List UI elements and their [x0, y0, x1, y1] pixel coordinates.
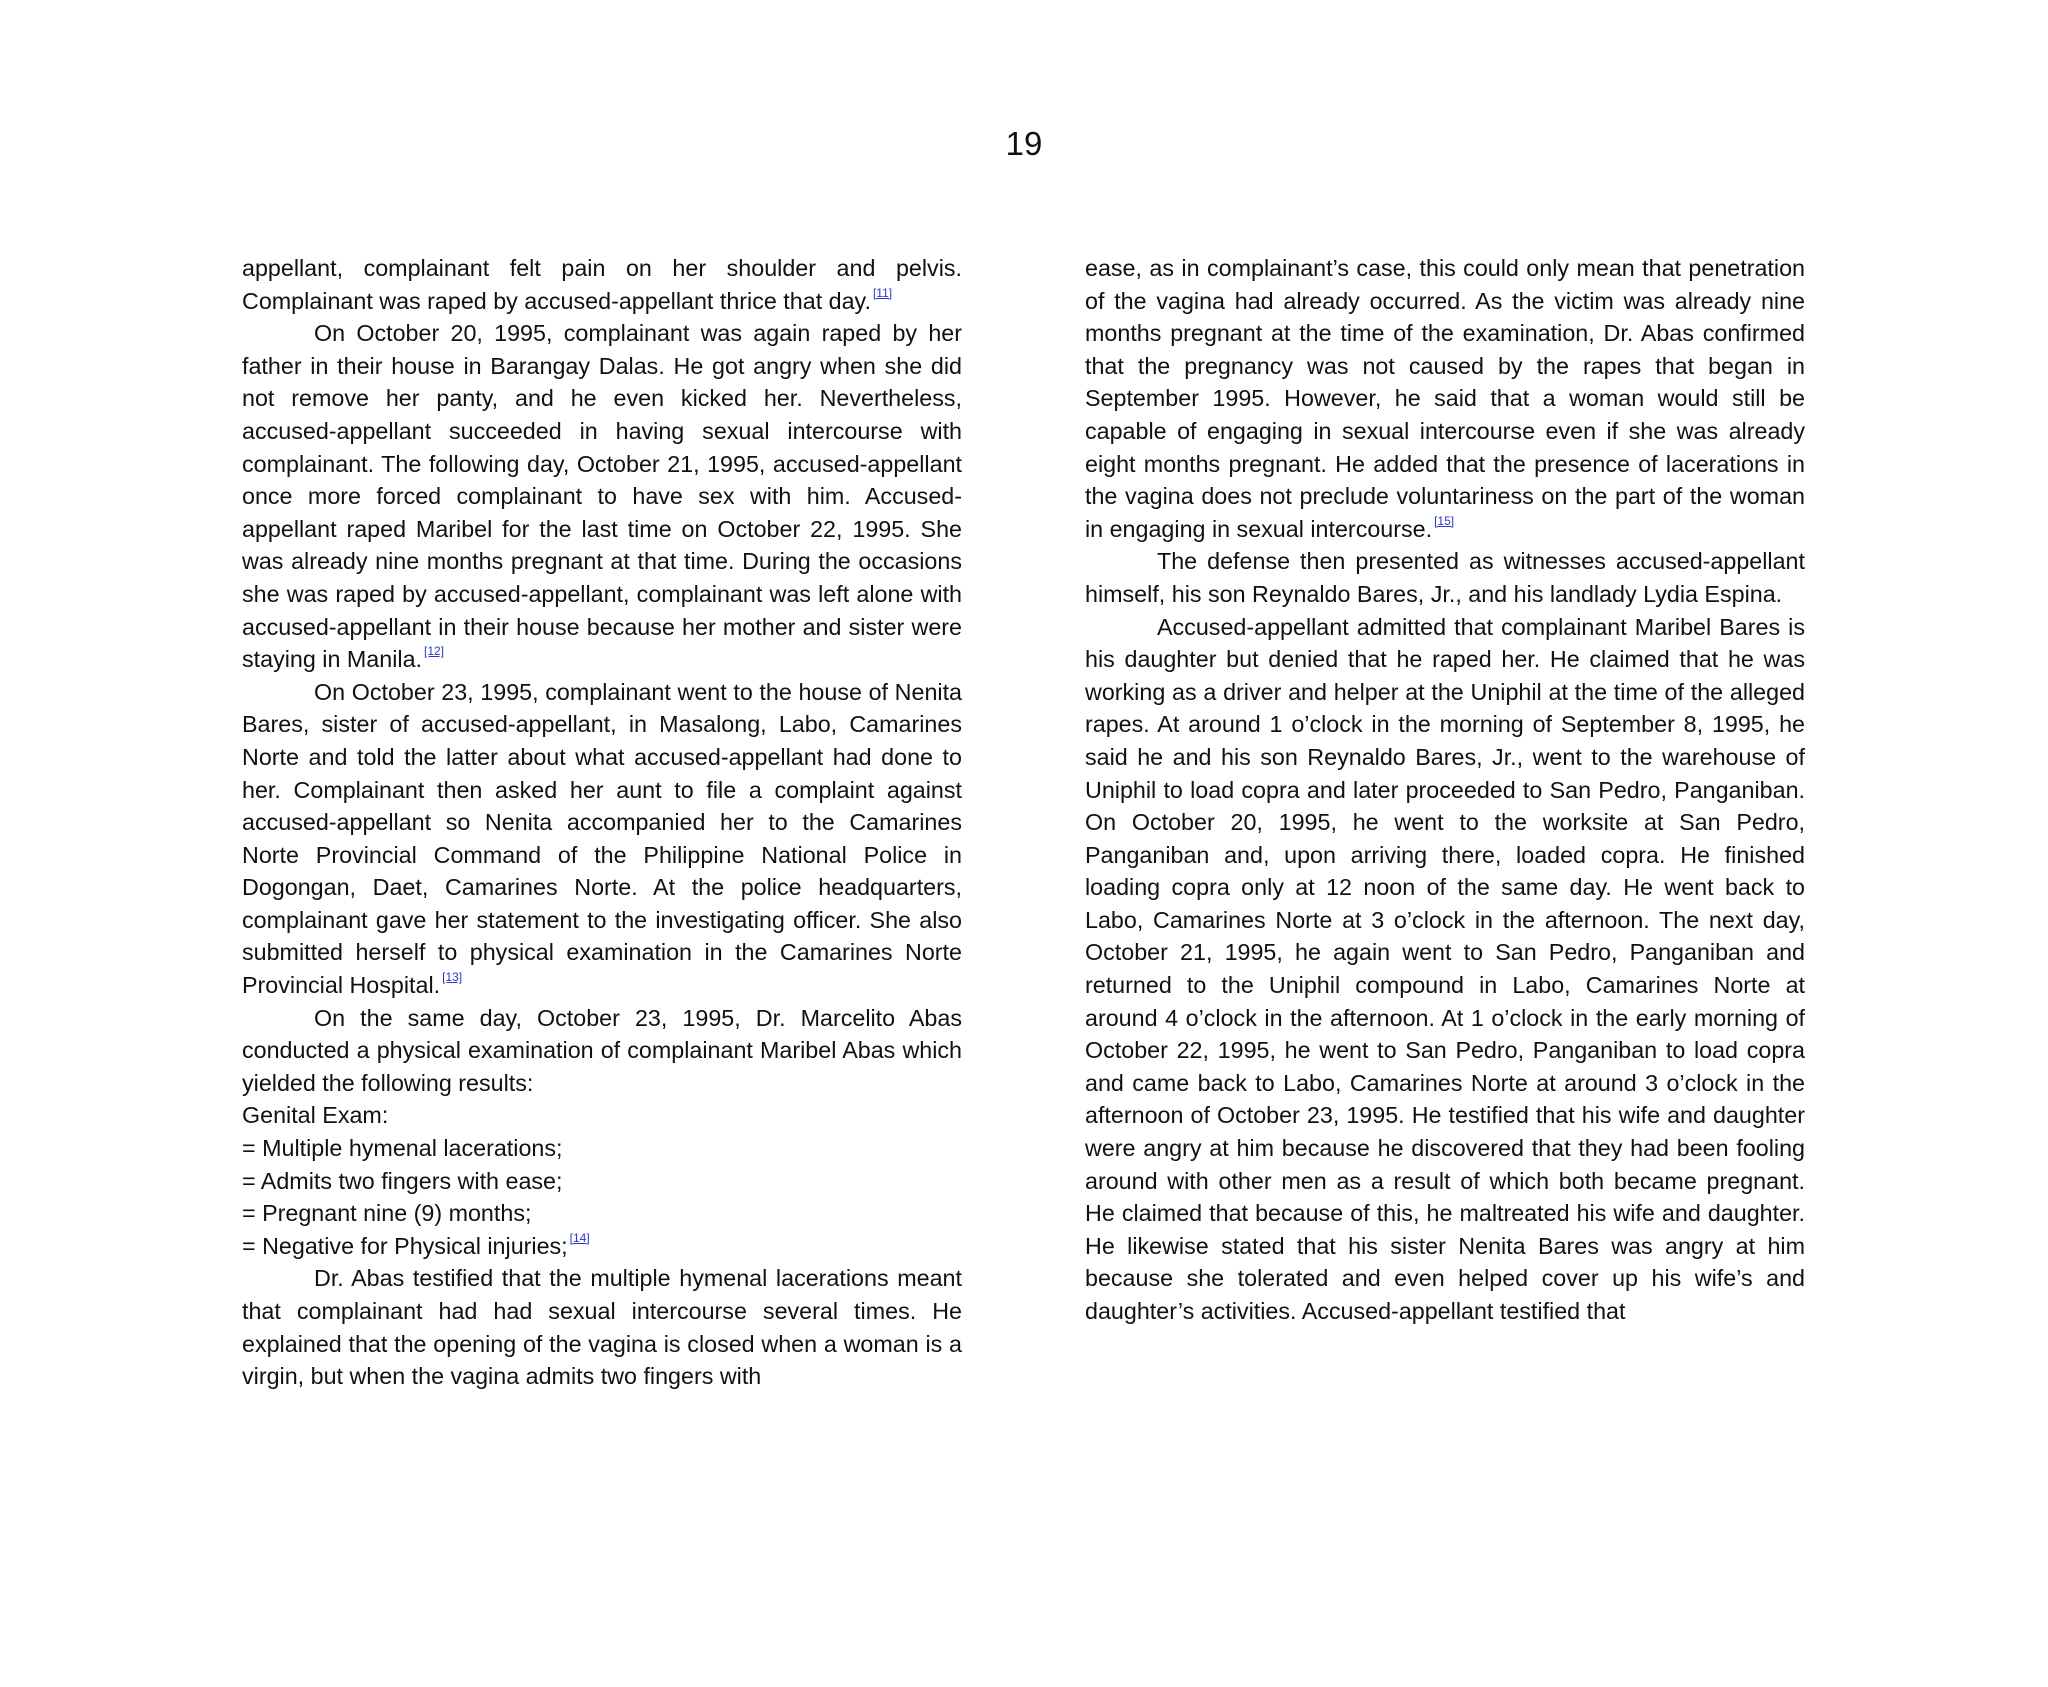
exam-item: = Pregnant nine (9) months;	[242, 1200, 532, 1227]
footnote-link[interactable]: [14]	[569, 1230, 590, 1245]
page-number: 19	[1005, 125, 1043, 162]
paragraph	[1085, 252, 1805, 545]
paragraph-text: ease, as in complainant’s case, this could only mean that penetration of the vagina had already occurred. As the victim was already nine months pregnant at the time of the examination, Dr. Abas confirmed that the pregnancy was not caused by the rapes that began in September 1995. However, he said that a woman would still be capable of engaging in sexual intercourse even if she was already eight months pregnant. He added that the presence of lacerations in the vagina does not preclude voluntariness on the part of the woman in engaging in sexual intercourse.	[1085, 255, 1805, 542]
exam-heading: Genital Exam:	[242, 1102, 389, 1129]
paragraph	[242, 676, 962, 1002]
paragraph	[242, 252, 962, 317]
left-column	[242, 252, 962, 1393]
footnote-link[interactable]: [15]	[1434, 513, 1455, 528]
paragraph-text: appellant, complainant felt pain on her shoulder and pelvis. Complainant was raped by accused-appellant thrice that day.	[242, 255, 962, 314]
footnote-link[interactable]: [12]	[424, 644, 445, 659]
paragraph-text: On October 23, 1995, complainant went to the house of Nenita Bares, sister of accused-appellant, in Masalong, Labo, Camarines Norte and told the latter about what accused-appellant had done to her. Complainant then asked her aunt to file a complaint against accused-appellant so Nenita accompanied her to the Camarines Norte Provincial Command of the Philippine National Police in Dogongan, Daet, Camarines Norte. At the police headquarters, complainant gave her statement to the investigating officer. She also submitted herself to physical examination in the Camarines Norte Provincial Hospital.	[242, 678, 962, 999]
exam-item-text: = Negative for Physical injuries;	[242, 1232, 568, 1259]
paragraph: Accused-appellant admitted that complainant Maribel Bares is his daughter but denied that he raped her. He claimed that he was working as a driver and helper at the Uniphil at the time of the alleged rapes. At around 1 o’clock in the morning of September 8, 1995, he said he and his son Reynaldo Bares, Jr., went to the warehouse of Uniphil to load copra and later proceeded to San Pedro, Panganiban. On October 20, 1995, he went to the worksite at San Pedro, Panganiban and, upon arriving there, loaded copra. He finished loading copra only at 12 noon of the same day. He went back to Labo, Camarines Norte at 3 o’clock in the afternoon. The next day, October 21, 1995, he again went to San Pedro, Panganiban and returned to the Uniphil compound in Labo, Camarines Norte at around 4 o’clock in the afternoon. At 1 o’clock in the early morning of October 22, 1995, he went to San Pedro, Panganiban to load copra and came back to Labo, Camarines Norte at around 3 o’clock in the afternoon of October 23, 1995. He testified that his wife and daughter were angry at him because he discovered that they had been fooling around with other men as a result of which both became pregnant. He claimed that because of this, he maltreated his wife and daughter. He likewise stated that his sister Nenita Bares was angry at him because she tolerated and even helped cover up his wife’s and daughter’s activities. Accused-appellant testified that	[1085, 613, 1805, 1324]
right-column	[1085, 252, 1805, 1328]
paragraph: The defense then presented as witnesses accused-appellant himself, his son Reynaldo Bares, Jr., and his landlady Lydia Espina.	[1085, 548, 1805, 607]
footnote-link[interactable]: [13]	[442, 970, 463, 985]
paragraph-text: On October 20, 1995, complainant was again raped by her father in their house in Barangay Dalas. He got angry when she did not remove her panty, and he even kicked her. Nevertheless, accused-appellant succeeded in having sexual intercourse with complainant. The following day, October 21, 1995, accused-appellant once more forced complainant to have sex with him. Accused-appellant raped Maribel for the last time on October 22, 1995. She was already nine months pregnant at that time. During the occasions she was raped by accused-appellant, complainant was left alone with accused-appellant in their house because her mother and sister were staying in Manila.	[242, 320, 962, 673]
exam-item: = Multiple hymenal lacerations;	[242, 1135, 563, 1162]
exam-item	[242, 1230, 962, 1263]
paragraph: On the same day, October 23, 1995, Dr. Marcelito Abas conducted a physical examination of complainant Maribel Abas which yielded the following results:	[242, 1004, 962, 1096]
footnote-link[interactable]: [11]	[872, 285, 893, 300]
paragraph	[242, 317, 962, 676]
paragraph: Dr. Abas testified that the multiple hymenal lacerations meant that complainant had had sexual intercourse several times. He explained that the opening of the vagina is closed when a woman is a virgin, but when the vagina admits two fingers with	[242, 1265, 962, 1390]
exam-item: = Admits two fingers with ease;	[242, 1167, 563, 1194]
